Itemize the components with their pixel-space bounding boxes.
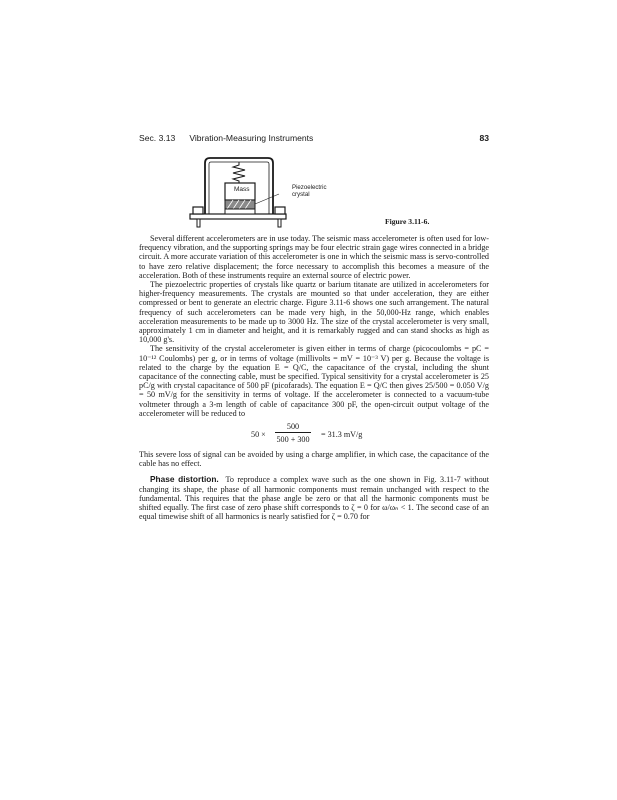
paragraph: The piezoelectric properties of crystals like quartz or barium titanate are utilized in accelerometers for higher-frequency measurements. The crystals are mounted so that under acceleration, they are either compressed or bent to generate an electric charge. Figure 3.11-6 shows one such arrangement. The natural frequency of such accelerometers can be made very high, in the 50,000-Hz range, which enables acceleration measurements to be made up to 3000 Hz. The size of the crystal accelerometer is very small, approximately 1 cm in diameter and height, and it is remarkably rugged and can stand shocks as high as 10,000 g's. <box>139 280 489 345</box>
figure-caption: Figure 3.11-6. <box>385 217 430 226</box>
fraction-bar <box>275 432 311 433</box>
page-number: 83 <box>479 133 489 143</box>
leader-line <box>255 194 279 204</box>
running-head <box>139 133 489 143</box>
section-number: Sec. 3.13 <box>139 133 176 143</box>
paragraph: Several different accelerometers are in use today. The seismic mass accelerometer is often used for low-frequency vibration, and the supporting springs may be four electric strain gage wires connected in a bridge circuit. A more accurate variation of this accelerometer is one in which the seismic mass is servo-controlled to have zero relative displacement; the force necessary to accomplish this becomes a measure of the acceleration. Both of these instruments require an external source of electric power. <box>139 234 489 280</box>
equation-left: 50 × <box>251 430 266 440</box>
crystal-pedestal <box>225 209 255 214</box>
section-title: Vibration-Measuring Instruments <box>189 133 314 143</box>
phase-distortion-paragraph <box>139 475 489 521</box>
equation-right: = 31.3 mV/g <box>321 430 363 440</box>
section-heading <box>139 133 313 143</box>
figure-label-piezo <box>292 184 327 198</box>
equation <box>139 422 489 448</box>
base-plate <box>190 214 286 219</box>
figure-label-mass: Mass <box>234 186 250 193</box>
figure-label-piezo-line2: crystal <box>292 191 310 198</box>
paragraph: The sensitivity of the crystal accelerometer is given either in terms of charge (picocoulombs = pC = 10⁻¹² Coulombs) per g, or in terms of voltage (millivolts = mV = 10⁻³ V) per g. Because the voltage is related to the charge by the equation E = Q/C, the capacitance of the crystal, including the shunt capacitance of the connecting cable, must be specified. Typical sensitivity for a crystal accelerometer is 25 pC/g with crystal capacitance of 500 pF (picofarads). The equation E = Q/C then gives 25/500 = 0.050 V/g = 50 mV/g for the sensitivity in terms of voltage. If the accelerometer is connected to a vacuum-tube voltmeter through a 3-m length of cable of capacitance 300 pF, the open-circuit output voltage of the accelerometer will be reduced to <box>139 344 489 418</box>
phase-distortion-text: To reproduce a complex wave such as the one shown in Fig. 3.11-7 without changing its shape, the phase of all harmonic components must remain unchanged with respect to the fundamental. This requires that the phase angle be zero or that all the harmonic components must be shifted equally. The first case of zero phase shift corresponds to ζ = 0 for ω/ωₙ < 1. The second case of an equal timewise shift of all harmonics is nearly satisfied for ζ = 0.70 for <box>139 475 490 522</box>
equation-denominator: 500 + 300 <box>276 435 310 445</box>
equation-numerator: 500 <box>286 422 300 432</box>
body-text <box>139 234 489 521</box>
paragraph-after-equation: This severe loss of signal can be avoided by using a charge amplifier, in which case, the capacitance of the cable has no effect. <box>139 450 489 469</box>
equation-fraction <box>275 422 311 444</box>
spring <box>233 162 245 183</box>
figure-label-piezo-line1: Piezoelectric <box>292 184 327 191</box>
phase-distortion-heading: Phase distortion. <box>150 474 219 485</box>
